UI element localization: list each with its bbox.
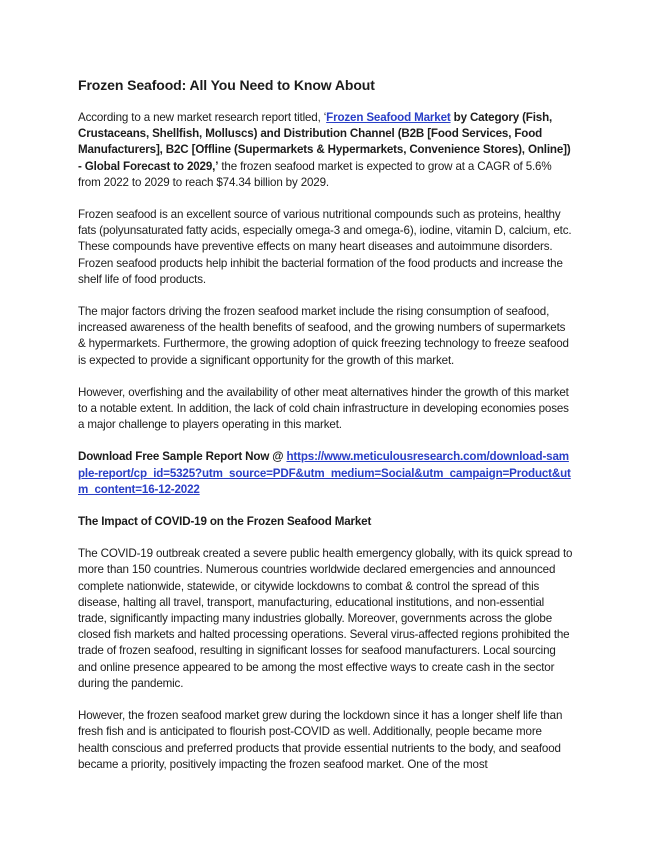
- covid-heading: The Impact of COVID-19 on the Frozen Seafood Market: [78, 515, 372, 529]
- download-paragraph: [78, 449, 575, 498]
- download-label: Download Free Sample Report Now @: [78, 450, 287, 464]
- intro-paragraph: [78, 110, 575, 191]
- drivers-paragraph: The major factors driving the frozen seafood market include the rising consumption of seafood, increased awareness of the health benefits of seafood, and the growing numbers of supermarkets & hypermarkets. Furthermore, the growing adoption of quick freezing technology to freeze seafood is expected to provide a significant opportunity for the growth of this market.: [78, 305, 569, 367]
- report-title-link[interactable]: Frozen Seafood Market: [326, 111, 451, 124]
- intro-text: According to a new market research report titled, ‘: [78, 111, 327, 124]
- intro-tail: the frozen seafood market is expected to grow at a CAGR of 5.6% from 2022 to 2029 to reach $74.34 billion by 2029.: [78, 159, 552, 189]
- sample-report-link[interactable]: https://www.meticulousresearch.com/download-sample-report/cp_id=5325?utm_source=PDF&utm_medium=Social&utm_campaign=Product&utm_content=16-12-2022: [78, 450, 571, 496]
- document-page: [78, 76, 575, 789]
- restraints-paragraph: However, overfishing and the availability of other meat alternatives hinder the growth of this market to a notable extent. In addition, the lack of cold chain infrastructure in developing economies poses a major challenge to players operating in this market.: [78, 385, 569, 432]
- market-growth-paragraph: However, the frozen seafood market grew during the lockdown since it has a longer shelf life than fresh fish and is anticipated to flourish post-COVID as well. Additionally, people became more health conscious and preferred products that provide essential nutrients to the body, and seafood became a priority, positively impacting the frozen seafood market. One of the most: [78, 709, 563, 771]
- report-title-rest: by Category (Fish, Crustaceans, Shellfish, Molluscs) and Distribution Channel (B2B [Food Services, Food Manufacturers], B2C [Offline (Supermarkets & Hypermarkets, Convenience Stores), Online]) - Global Forecast to 2029,’: [78, 111, 571, 173]
- covid-impact-paragraph: The COVID-19 outbreak created a severe public health emergency globally, with its quick spread to more than 150 countries. Numerous countries worldwide declared emergencies and announced complete nationwide, statewide, or citywide lockdowns to combat & control the spread of this disease, halting all travel, transport, manufacturing, educational institutions, and non-essential trade, significantly impacting many industries globally. Moreover, governments across the globe closed fish markets and halted processing operations. Several virus-affected regions prohibited the trade of frozen seafood, resulting in significant losses for seafood manufacturers. Local sourcing and online presence appeared to be among the most effective ways to create cash in the sector during the pandemic.: [78, 547, 573, 690]
- nutrition-paragraph: Frozen seafood is an excellent source of various nutritional compounds such as proteins, healthy fats (polyunsaturated fatty acids, especially omega-3 and omega-6), iodine, vitamin D, calcium, etc. These compounds have preventive effects on many heart diseases and autoimmune disorders. Frozen seafood products help inhibit the bacterial formation of the food products and increase the shelf life of food products.: [78, 208, 572, 286]
- page-title: Frozen Seafood: All You Need to Know About: [78, 77, 375, 93]
